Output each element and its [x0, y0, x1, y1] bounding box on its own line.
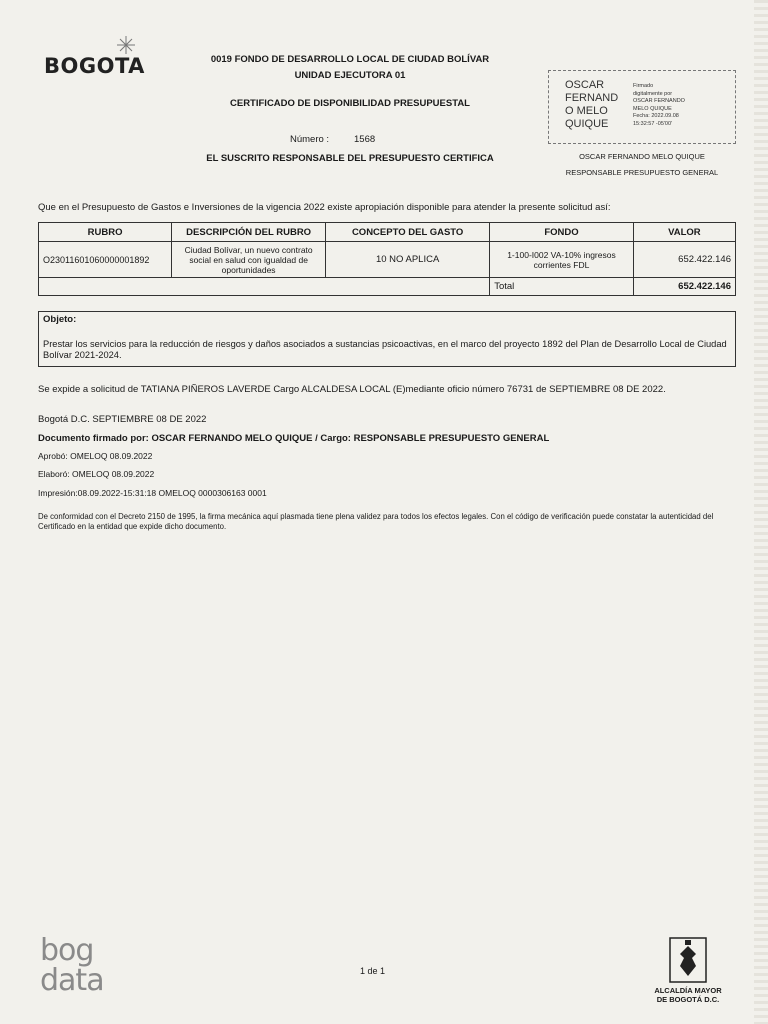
signature-detail-line: digitalmente por: [633, 90, 673, 97]
cell-valor: 652.422.146: [633, 242, 735, 278]
signature-name: [565, 79, 618, 131]
header-unit: UNIDAD EJECUTORA 01: [294, 70, 406, 81]
numero-label: Número :: [290, 134, 330, 145]
signature-details: [633, 83, 685, 128]
table-total-row: [39, 278, 736, 296]
header-entity: 0019 FONDO DE DESARROLLO LOCAL DE CIUDAD BOLÍVAR: [210, 54, 490, 65]
cell-concepto: 10 NO APLICA: [326, 242, 490, 278]
col-valor: VALOR: [633, 223, 735, 242]
certifica-heading: EL SUSCRITO RESPONSABLE DEL PRESUPUESTO CERTIFICA: [206, 153, 494, 164]
firmado-por-text: Documento firmado por: OSCAR FERNANDO MELO QUIQUE / Cargo: RESPONSABLE PRESUPUESTO GENERAL: [38, 433, 550, 444]
signature-name-line: O MELO: [565, 105, 608, 117]
coat-of-arms-icon: [666, 936, 710, 986]
objeto-text: Prestar los servicios para la reducción de riesgos y daños asociados a sustancias psicoactivas, en el marco del proyecto 1892 del Plan de Desarrollo Local de Ciudad Bolívar 2021-2024.: [43, 339, 727, 360]
alcaldia-line1: ALCALDÍA MAYOR: [654, 986, 722, 995]
table-header-row: [39, 223, 736, 242]
impresion-text: Impresión:08.09.2022-15:31:18 OMELOQ 0000306163 0001: [38, 488, 267, 498]
col-rubro: RUBRO: [39, 223, 172, 242]
expide-text: Se expide a solicitud de TATIANA PIÑEROS LAVERDE Cargo ALCALDESA LOCAL (E)mediante oficio número 76731 de SEPTIEMBRE 08 DE 2022.: [38, 384, 666, 395]
alcaldia-text: [640, 986, 736, 1004]
bogota-logo-text: BOGOTA: [44, 54, 145, 78]
col-fondo: FONDO: [490, 223, 634, 242]
bogota-logo: [44, 54, 145, 78]
signature-caption-name: OSCAR FERNANDO MELO QUIQUE: [579, 152, 705, 161]
bogota-star-icon: [106, 32, 216, 72]
signature-detail-line: 15:32:57 -05'00': [633, 120, 673, 127]
signature-detail-line: OSCAR FERNANDO: [633, 98, 685, 104]
alcaldia-seal: [662, 936, 714, 986]
bogdata-logo-bottom: data: [40, 963, 104, 998]
document-title: CERTIFICADO DE DISPONIBILIDAD PRESUPUESTAL: [230, 98, 470, 109]
total-value: 652.422.146: [633, 278, 735, 296]
fecha-text: Bogotá D.C. SEPTIEMBRE 08 DE 2022: [38, 414, 207, 425]
objeto-box: [38, 311, 736, 367]
signature-detail-line: Fecha: 2022.09.08: [633, 113, 679, 119]
objeto-label: Objeto:: [43, 314, 77, 325]
signature-detail-line: Firmado: [633, 83, 654, 89]
total-spacer: [39, 278, 490, 296]
digital-signature-box: [548, 70, 736, 144]
intro-text: Que en el Presupuesto de Gastos e Inversiones de la vigencia 2022 existe apropiación disponible para atender la presente solicitud así:: [38, 202, 611, 213]
alcaldia-line2: DE BOGOTÁ D.C.: [656, 995, 720, 1004]
signature-name-line: QUIQUE: [565, 118, 609, 130]
bogdata-logo: [40, 933, 104, 998]
numero-value: 1568: [354, 134, 376, 145]
signature-caption-role: RESPONSABLE PRESUPUESTO GENERAL: [565, 168, 719, 177]
bogdata-logo-top: bog: [40, 933, 94, 968]
cell-descripcion: Ciudad Bolívar, un nuevo contrato social en salud con igualdad de oportunidades: [172, 242, 326, 278]
cell-fondo: 1-100-I002 VA-10% ingresos corrientes FDL: [490, 242, 634, 278]
cell-rubro: O23011601060000001892: [39, 242, 172, 278]
scan-edge: [754, 0, 768, 1024]
table-row: [39, 242, 736, 278]
elaboro-text: Elaboró: OMELOQ 08.09.2022: [38, 469, 155, 479]
legal-text: De conformidad con el Decreto 2150 de 1995, la firma mecánica aquí plasmada tiene plena validez para todos los efectos legales. Con el código de verificación puede constatar la autenticidad del Certificado en la entidad que expide dicho documento.: [38, 512, 714, 531]
col-descripcion: DESCRIPCIÓN DEL RUBRO: [172, 223, 326, 242]
aprobo-text: Aprobó: OMELOQ 08.09.2022: [38, 451, 153, 461]
total-label: Total: [490, 278, 634, 296]
signature-name-line: FERNAND: [565, 92, 619, 104]
budget-table: [38, 222, 736, 296]
col-concepto: CONCEPTO DEL GASTO: [326, 223, 490, 242]
page-number: 1 de 1: [360, 966, 386, 976]
signature-name-line: OSCAR: [565, 79, 605, 91]
signature-detail-line: MELO QUIQUE: [633, 105, 672, 112]
